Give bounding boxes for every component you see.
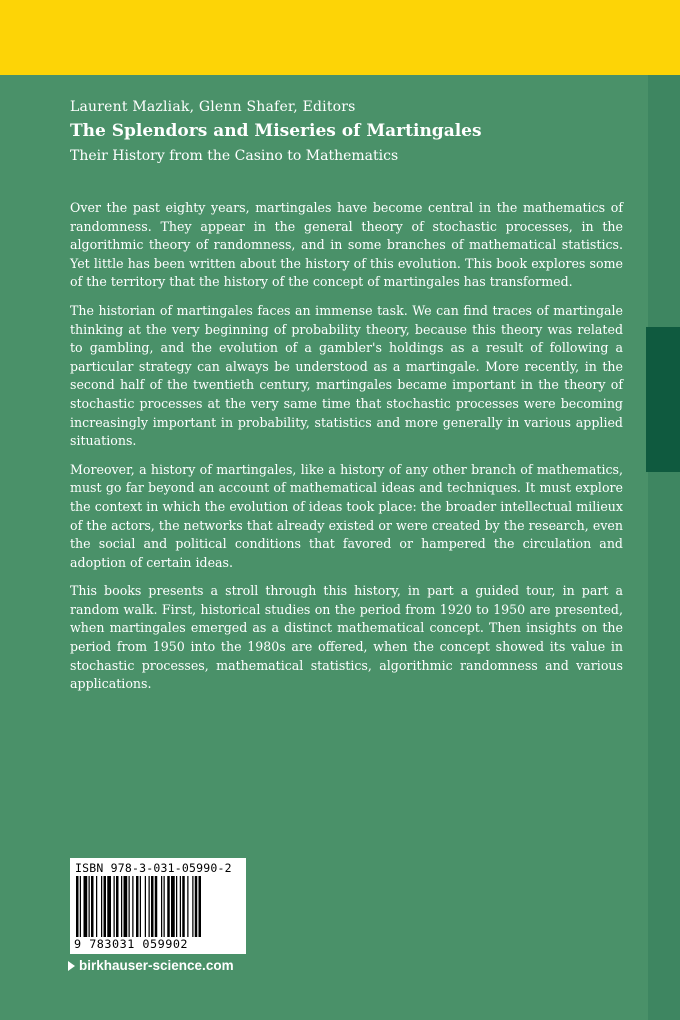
editors-line: Laurent Mazliak, Glenn Shafer, Editors bbox=[70, 99, 356, 115]
blurb-paragraph: Moreover, a history of martingales, like a history of any other branch of mathematics, must go far beyond an account of mathematical ideas and techniques. It must explore the context in which the evolution of ideas took place: the broader intellectual milieux of the actors, the networks that already existed or were created by the research, even the social and political conditions that favored or hampered the circulation and adoption of certain ideas. bbox=[70, 461, 623, 570]
triangle-right-icon bbox=[68, 961, 75, 971]
top-color-band bbox=[0, 0, 680, 75]
isbn-label: ISBN 978-3-031-05990-2 bbox=[75, 861, 232, 875]
barcode-digits: 9 783031 059902 bbox=[74, 937, 189, 951]
spine-strip bbox=[648, 75, 680, 1020]
blurb-paragraph: The historian of martingales faces an immense task. We can find traces of martingale thinking at the very beginning of probability theory, because this theory was related to gambling, and the evolution of a gambler's holdings as a result of following a particular strategy can always be understood as a martingale. More recently, in the second half of the twentieth century, martingales became important in the theory of stochastic processes at the very same time that stochastic processes were becoming increasingly important in probability, statistics and more generally in various applied situations. bbox=[70, 302, 623, 449]
isbn-barcode bbox=[70, 858, 246, 954]
website-label: birkhauser-science.com bbox=[79, 958, 234, 973]
book-subtitle: Their History from the Casino to Mathematics bbox=[70, 148, 399, 164]
blurb bbox=[70, 199, 623, 704]
barcode-bars bbox=[74, 876, 242, 937]
spine-accent-block bbox=[646, 327, 680, 472]
publisher-website[interactable] bbox=[68, 958, 234, 973]
blurb-paragraph: Over the past eighty years, martingales have become central in the mathematics of randomness. They appear in the general theory of stochastic processes, in the algorithmic theory of randomness, and in some branches of mathematical statistics. Yet little has been written about the history of this evolution. This book explores some of the territory that the history of the concept of martingales has transformed. bbox=[70, 200, 623, 290]
blurb-paragraph: This books presents a stroll through this history, in part a guided tour, in part a random walk. First, historical studies on the period from 1920 to 1950 are presented, when martingales emerged as a distinct mathematical concept. Then insights on the period from 1950 into the 1980s are offered, when the concept showed its value in stochastic processes, mathematical statistics, algorithmic randomness and various applications. bbox=[70, 583, 623, 692]
book-title: The Splendors and Miseries of Martingales bbox=[70, 121, 482, 141]
